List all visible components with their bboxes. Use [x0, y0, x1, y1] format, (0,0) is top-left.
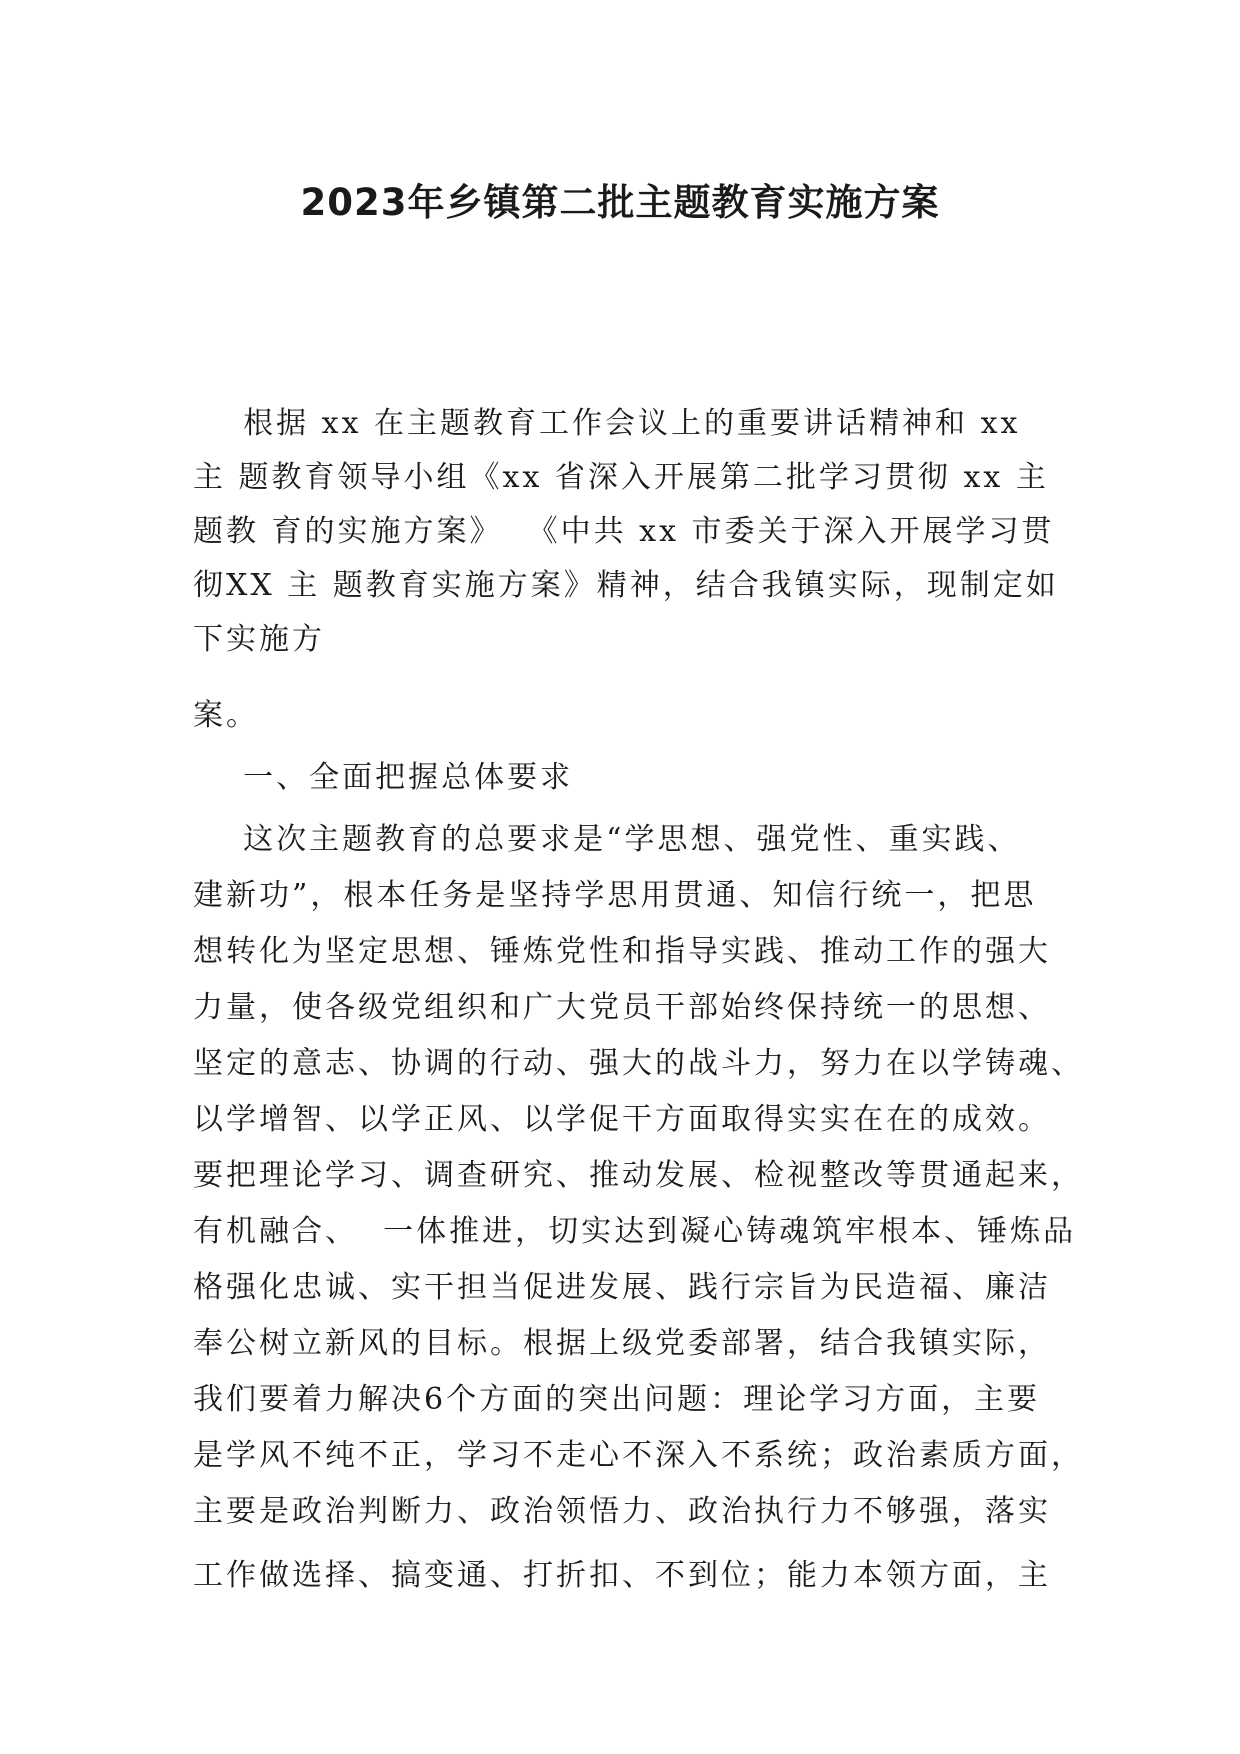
body-line: 是学风不纯不正，学习不走心不深入不系统；政治素质方面， [193, 1438, 1084, 1473]
body-line: 格强化忠诚、实干担当促进发展、践行宗旨为民造福、廉洁 [193, 1270, 1051, 1305]
body-line: 彻XX 主 题教育实施方案》精神，结合我镇实际，现制定如 [193, 568, 1059, 603]
body-line: 主 题教育领导小组《xx 省深入开展第二批学习贯彻 xx 主 [193, 460, 1049, 495]
body-line: 坚定的意志、协调的行动、强大的战斗力，努力在以学铸魂、 [193, 1046, 1084, 1081]
body-line: 案。 [193, 698, 259, 733]
body-line: 力量，使各级党组织和广大党员干部始终保持统一的思想、 [193, 990, 1051, 1025]
section-heading: 一、全面把握总体要求 [193, 760, 574, 795]
body-line: 建新功”，根本任务是坚持学思用贯通、知信行统一，把思 [193, 878, 1037, 913]
body-line: 要把理论学习、调查研究、推动发展、检视整改等贯通起来， [193, 1158, 1084, 1193]
body-line: 以学增智、以学正风、以学促干方面取得实实在在的成效。 [193, 1102, 1051, 1137]
body-line: 题教 育的实施方案》 《中共 xx 市委关于深入开展学习贯 [193, 514, 1055, 549]
body-line: 想转化为坚定思想、锤炼党性和指导实践、推动工作的强大 [193, 934, 1051, 969]
body-line: 工作做选择、搞变通、打折扣、不到位；能力本领方面，主 [193, 1558, 1051, 1593]
body-line: 根据 xx 在主题教育工作会议上的重要讲话精神和 xx [193, 406, 1021, 441]
body-line: 有机融合、 一体推进，切实达到凝心铸魂筑牢根本、锤炼品 [193, 1214, 1077, 1249]
body-line: 我们要着力解决6个方面的突出问题：理论学习方面，主要 [193, 1382, 1041, 1417]
body-line: 奉公树立新风的目标。根据上级党委部署，结合我镇实际， [193, 1326, 1051, 1361]
body-line: 主要是政治判断力、政治领悟力、政治执行力不够强，落实 [193, 1494, 1051, 1529]
body-line: 这次主题教育的总要求是“学思想、强党性、重实践、 [193, 822, 1021, 857]
body-line: 下实施方 [193, 622, 325, 657]
document-title: 2023年乡镇第二批主题教育实施方案 [300, 181, 940, 224]
